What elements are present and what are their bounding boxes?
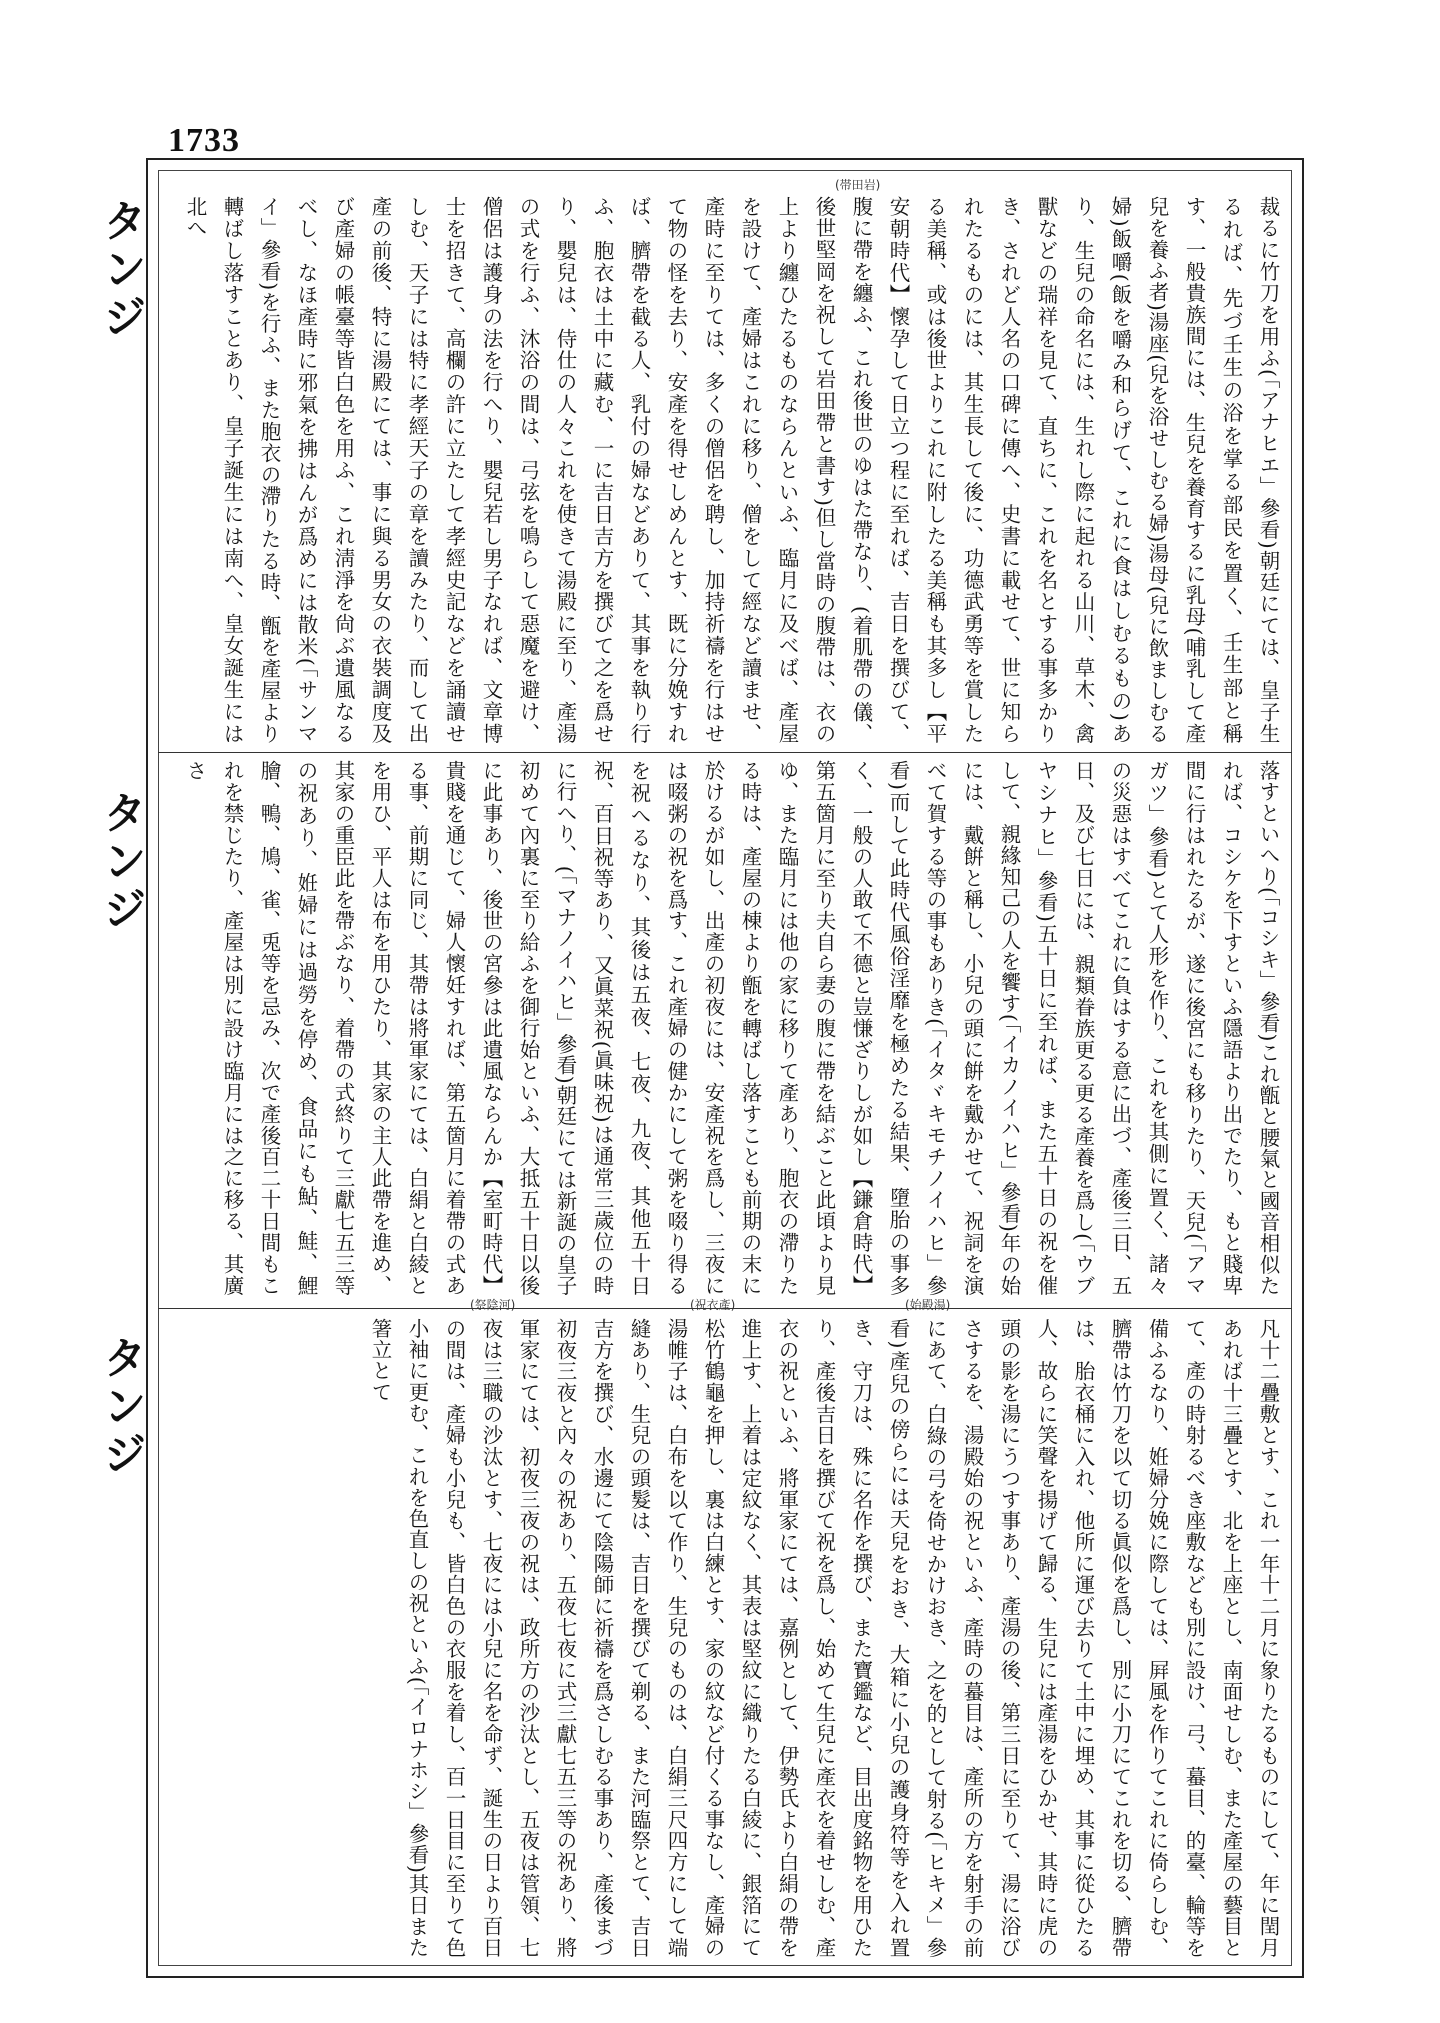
side-heading-top: タンジ [95, 198, 146, 342]
figure-caption-1: (帯田岩) [835, 178, 881, 192]
section-divider-1 [158, 752, 1292, 753]
section-3-text [166, 1318, 1286, 1958]
section-2-text [166, 760, 1286, 1296]
figure-caption-3b: (祝衣產) [690, 1298, 736, 1312]
figure-caption-3a: (祭陰河) [470, 1298, 516, 1312]
side-heading-middle: タンジ [95, 790, 146, 934]
figure-caption-3c: (始殿湯) [905, 1298, 951, 1312]
section-3-paragraph: 凡十二疊敷とす、これ一年十二月に象りたるものにして、年に閏月あれば十三疊とす、北を上座とし、南面せしむ、また產屋の藝目とて、產の時射るべき座敷なども別に設け、弓、蟇目、的臺、輪等を備ふるなり、姙婦分娩に際しては、屛風を作りてこれに倚らしむ、臍帶は竹刀を以て切る眞似を爲し、別に小刀にてこれを切る、臍帶は、胎衣桶に入れ、他所に運び去りて土中に埋め、其事に從ひたる人、故らに笑聲を揚げて歸る、生兒には產湯をひかせ、其時に虎の頭の影を湯にうつす事あり、產湯の後、第三日に至りて、湯に浴びさするを、湯殿始の祝といふ、產時の蟇目は、產所の方を射手の前にあて、白綠の弓を倚せかけおき、之を的として射る(「ヒキメ」參看)產兒の傍らには天兒をおき、大箱に小兒の護身符等を入れ置き、守刀は、殊に名作を撰び、また寶鑑など、目出度銘物を用ひたり、產後吉日を撰びて祝を爲し、始めて生兒に產衣を着せしむ、產衣の祝といふ、將軍家にては、嘉例として、伊勢氏より白絹の帶を進上す、上着は定紋なく、其表は堅紋に織りたる白綾に、銀箔にて松竹鶴龜を押し、裏は白練とす、家の紋など付くる事なし、產婦の湯帷子は、白布を以て作り、生兒のものは、白絹三尺四方にして端縫あり、生兒の頭髮は、吉日を撰びて剃る、また河臨祭とて、吉日吉方を撰び、水邊にて陰陽師に祈禱を爲さしむる事あり、產後まづ初夜三夜と內々の祝あり、五夜七夜に式三獻七五三等の祝あり、將軍家にては、初夜三夜の祝は、政所方の沙汰とし、五夜は管領、七夜は三職の沙汰とす、七夜には小兒に名を命ず、誕生の日より百日の間は、產婦も小兒も、皆白色の衣服を着し、百一日目に至りて色小袖に更む、これを色直しの祝といふ(「イロナホシ」參看)其日また箸立とて [368, 1318, 1280, 1958]
page-number: 1733 [168, 122, 240, 159]
side-heading-bottom: タンジ [95, 1335, 146, 1479]
section-1-text [166, 196, 1286, 744]
section-2-paragraph: 落すといへり(「コシキ」參看)これ甑と腰氣と國音相似たれば、コシケを下すといふ隱語より出でたり、もと賤卑間に行はれたるが、遂に後宮にも移りたり、天兒(「アマガツ」參看)とて人形を作り、これを其側に置く、諸々の災惡はすべてこれに負はする意に出づ、產後三日、五日、及び七日には、親類眷族更る更る產養を爲し(「ウブヤシナヒ」參看)五十日に至れば、また五十日の祝を催して、親緣知己の人を饗す(「イカノイハヒ」參看)年の始には、戴餠と稱し、小兒の頭に餠を戴かせて、祝詞を演べて賀する等の事もありき(「イタヾキモチノイハヒ」參看)而して此時代風俗淫靡を極めたる結果、墮胎の事多く、一般の人敢て不德と豈慊ざりしが如し【鎌倉時代】第五箇月に至り夫自ら妻の腹に帶を結ぶこと此頃より見ゆ、また臨月には他の家に移りて產あり、胞衣の滯りたる時は、產屋の棟より甑を轉ばし落すことも前期の末に於けるが如し、出產の初夜には、安產祝を爲し、三夜には啜粥の祝を爲す、これ產婦の健かにして粥を啜り得るを祝へるなり、其後は五夜、七夜、九夜、其他五十日祝、百日祝等あり、又眞菜祝(眞味祝)は通常三歲位の時に行へり、(「マナノイハヒ」參看)朝廷にては新誕の皇子初めて內裏に至り給ふを御行始といふ、大抵五十日以後に此事あり、後世の宮參は此遺風ならんか【室町時代】貴賤を通じて、婦人懷妊すれば、第五箇月に着帶の式ある事、前期に同じ、其帶は將軍家にては、白絹と白綾とを用ひ、平人は布を用ひたり、其家の主人此帶を進め、其家の重臣此を帶ぶなり、着帶の式終りて三獻七五三等の祝あり、姙婦には過勞を停め、食品にも鮎、鮭、鯉膾、鴨、鳩、雀、兎等を忌み、次で產後百二十日間もこれを禁じたり、產屋は別に設け臨月には之に移る、其廣さ [183, 760, 1280, 1296]
section-1-paragraph: 裁るに竹刀を用ふ(「アナヒエ」參看)朝廷にては、皇子生るれば、先づ壬生の浴を掌る部民を置く、壬生部と稱す、一般貴族間には、生兒を養育するに乳母(哺乳して產兒を養ふ者)湯座(兒を浴せしむる婦)湯母(兒に飲ましむる婦)飯嚼(飯を嚼み和らげて、これに食はしむるもの)あり、生兒の命名には、生れし際に起れる山川、草木、禽獸などの瑞祥を見て、直ちに、これを名とする事多かりき、されど人名の口碑に傳へ、史書に載せて、世に知られたるものには、其生長して後に、功德武勇等を賞したる美稱、或は後世よりこれに附したる美稱も其多し【平安朝時代】懷孕して日立つ程に至れば、吉日を撰びて、腹に帶を纏ふ、これ後世のゆはた帶なり、(着肌帶の儀、後世堅岡を祝して岩田帶と書す)但し當時の腹帶は、衣の上より纏ひたるものならんといふ、臨月に及べば、產屋を設けて、產婦はこれに移り、僧をして經など讀ませ、產時に至りては、多くの僧侶を聘し、加持祈禱を行はせて物の怪を去り、安產を得せしめんとす、既に分娩すれば、臍帶を截る人、乳付の婦などありて、其事を執り行ふ、胞衣は土中に藏む、一に吉日吉方を撰びて之を爲せり、嬰兒は、侍仕の人々これを使きて湯殿に至り、產湯の式を行ふ、沐浴の間は、弓弦を鳴らして惡魔を避け、僧侶は護身の法を行へり、嬰兒若し男子なれば、文章博士を招きて、高欄の許に立たして孝經史記などを誦讀せしむ、天子には特に孝經天子の章を讀みたり、而して出產の前後、特に湯殿にては、事に與る男女の衣裝調度及び產婦の帳臺等皆白色を用ふ、これ淸淨を尙ぶ遺風なるべし、なほ產時に邪氣を拂はんが爲めには散米(「サンマイ」參看)を行ふ、また胞衣の滯りたる時、甑を產屋より轉ばし落すことあり、皇子誕生には南へ、皇女誕生には北へ [183, 196, 1280, 744]
